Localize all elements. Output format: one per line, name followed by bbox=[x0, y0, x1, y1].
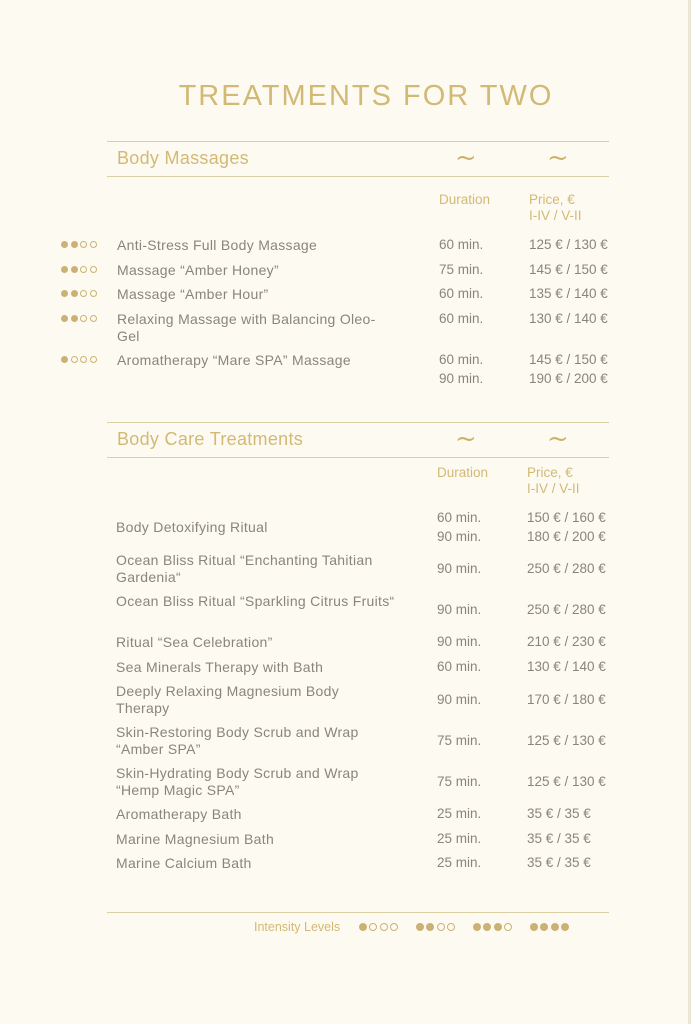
intensity-indicator bbox=[61, 238, 99, 252]
intensity-dot bbox=[71, 315, 78, 322]
price-cell bbox=[527, 830, 591, 849]
intensity-dot bbox=[80, 241, 87, 248]
price-header-label: Price, € bbox=[527, 465, 573, 480]
intensity-indicator bbox=[61, 312, 99, 326]
page-title: TREATMENTS FOR TWO bbox=[178, 80, 554, 112]
duration-cell bbox=[439, 310, 483, 329]
duration-cell bbox=[437, 691, 481, 710]
intensity-dot bbox=[390, 923, 398, 931]
duration-value: 25 min. bbox=[437, 855, 482, 870]
intensity-dot bbox=[504, 923, 512, 931]
duration-cell bbox=[437, 854, 481, 873]
intensity-legend bbox=[254, 920, 572, 934]
price-header bbox=[529, 192, 582, 224]
duration-value: 25 min. bbox=[437, 806, 482, 821]
price-header-season: I-IV / V-II bbox=[529, 208, 582, 223]
section-title: Body Massages bbox=[117, 148, 249, 168]
duration-value: 90 min. bbox=[439, 370, 484, 386]
price-value: 180 € / 200 € bbox=[527, 528, 606, 544]
intensity-dot bbox=[473, 923, 481, 931]
intensity-dot bbox=[80, 315, 87, 322]
price-cell bbox=[529, 261, 608, 280]
legend-levels bbox=[344, 920, 572, 934]
duration-value: 90 min. bbox=[437, 634, 482, 649]
duration-cell bbox=[439, 261, 483, 280]
treatment-name: Marine Magnesium Bath bbox=[116, 831, 275, 847]
price-value: 35 € / 35 € bbox=[527, 831, 591, 846]
legend-level-1 bbox=[359, 920, 401, 934]
price-value: 35 € / 35 € bbox=[527, 855, 591, 870]
price-value: 145 € / 150 € bbox=[529, 262, 608, 277]
price-value: 130 € / 140 € bbox=[527, 659, 606, 674]
duration-cell bbox=[437, 805, 481, 824]
price-cell bbox=[529, 351, 608, 388]
treatment-name: Aromatherapy “Mare SPA” Massage bbox=[117, 352, 351, 368]
price-header-season: I-IV / V-II bbox=[527, 481, 580, 496]
duration-value: 90 min. bbox=[437, 692, 482, 707]
price-cell bbox=[527, 732, 606, 751]
intensity-dot bbox=[61, 356, 68, 363]
intensity-dot bbox=[61, 290, 68, 297]
duration-cell bbox=[439, 236, 483, 255]
price-value: 130 € / 140 € bbox=[529, 311, 608, 326]
price-value: 125 € / 130 € bbox=[527, 774, 606, 789]
duration-value: 60 min. bbox=[439, 352, 484, 367]
duration-header: Duration bbox=[437, 465, 489, 480]
legend-level-4 bbox=[530, 920, 572, 934]
duration-value: 75 min. bbox=[439, 262, 484, 277]
price-cell bbox=[527, 854, 591, 873]
section-title: Body Care Treatments bbox=[117, 429, 304, 449]
price-cell bbox=[527, 509, 606, 546]
intensity-dot bbox=[90, 290, 97, 297]
price-value: 125 € / 130 € bbox=[527, 733, 606, 748]
intensity-dot bbox=[530, 923, 538, 931]
price-cell bbox=[529, 285, 608, 304]
price-value: 35 € / 35 € bbox=[527, 806, 591, 821]
price-value: 190 € / 200 € bbox=[529, 370, 608, 386]
intensity-dot bbox=[540, 923, 548, 931]
price-value: 250 € / 280 € bbox=[527, 561, 606, 576]
price-cell bbox=[527, 658, 606, 677]
price-cell bbox=[529, 236, 608, 255]
price-cell bbox=[527, 560, 606, 579]
intensity-dot bbox=[369, 923, 377, 931]
duration-cell bbox=[437, 773, 481, 792]
tilde-ornament: ~ bbox=[455, 424, 477, 454]
price-value: 145 € / 150 € bbox=[529, 352, 608, 367]
price-cell bbox=[527, 633, 606, 652]
footer-divider bbox=[107, 912, 609, 913]
price-value: 250 € / 280 € bbox=[527, 602, 606, 617]
intensity-indicator bbox=[61, 263, 99, 277]
duration-value: 60 min. bbox=[437, 510, 482, 525]
duration-value: 75 min. bbox=[437, 733, 482, 748]
duration-value: 25 min. bbox=[437, 831, 482, 846]
duration-value: 90 min. bbox=[437, 561, 482, 576]
price-header bbox=[527, 465, 580, 497]
intensity-dot bbox=[90, 356, 97, 363]
section-header bbox=[107, 141, 609, 177]
duration-value: 75 min. bbox=[437, 774, 482, 789]
tilde-ornament: ~ bbox=[547, 424, 569, 454]
treatment-name: Deeply Relaxing Magnesium Body Therapy bbox=[116, 683, 339, 716]
price-cell bbox=[527, 805, 591, 824]
treatment-name: Massage “Amber Hour” bbox=[117, 286, 269, 302]
intensity-dot bbox=[483, 923, 491, 931]
intensity-dot bbox=[359, 923, 367, 931]
legend-label: Intensity Levels bbox=[254, 920, 341, 934]
intensity-dot bbox=[71, 290, 78, 297]
intensity-dot bbox=[437, 923, 445, 931]
price-value: 135 € / 140 € bbox=[529, 286, 608, 301]
duration-value: 60 min. bbox=[439, 311, 484, 326]
intensity-dot bbox=[80, 290, 87, 297]
duration-cell bbox=[439, 285, 483, 304]
intensity-dot bbox=[80, 266, 87, 273]
duration-cell bbox=[437, 830, 481, 849]
intensity-dot bbox=[61, 315, 68, 322]
treatment-name: Aromatherapy Bath bbox=[116, 806, 242, 822]
price-value: 125 € / 130 € bbox=[529, 237, 608, 252]
intensity-dot bbox=[61, 266, 68, 273]
price-value: 210 € / 230 € bbox=[527, 634, 606, 649]
tilde-ornament: ~ bbox=[547, 143, 569, 173]
intensity-indicator bbox=[61, 287, 99, 301]
intensity-dot bbox=[380, 923, 388, 931]
duration-cell bbox=[437, 732, 481, 751]
treatment-name: Skin-Hydrating Body Scrub and Wrap “Hemp Magic SPA” bbox=[116, 765, 359, 798]
legend-level-2 bbox=[416, 920, 458, 934]
treatment-name: Skin-Restoring Body Scrub and Wrap “Amber SPA” bbox=[116, 724, 359, 757]
duration-value: 60 min. bbox=[437, 659, 482, 674]
treatment-name: Marine Calcium Bath bbox=[116, 855, 252, 871]
intensity-dot bbox=[80, 356, 87, 363]
intensity-dot bbox=[71, 241, 78, 248]
price-value: 170 € / 180 € bbox=[527, 692, 606, 707]
tilde-ornament: ~ bbox=[455, 143, 477, 173]
treatment-name: Massage “Amber Honey” bbox=[117, 262, 279, 278]
intensity-dot bbox=[71, 266, 78, 273]
treatment-name: Ocean Bliss Ritual “Sparkling Citrus Fruits“ bbox=[116, 593, 395, 609]
treatment-name: Body Detoxifying Ritual bbox=[116, 519, 268, 535]
duration-header: Duration bbox=[439, 192, 491, 207]
intensity-dot bbox=[90, 315, 97, 322]
section-header bbox=[107, 422, 609, 458]
price-cell bbox=[529, 310, 608, 329]
treatment-name: Sea Minerals Therapy with Bath bbox=[116, 659, 324, 675]
intensity-dot bbox=[71, 356, 78, 363]
intensity-dot bbox=[447, 923, 455, 931]
duration-value: 60 min. bbox=[439, 286, 484, 301]
price-cell bbox=[527, 601, 606, 620]
legend-level-3 bbox=[473, 920, 515, 934]
price-header-label: Price, € bbox=[529, 192, 575, 207]
treatment-name: Anti-Stress Full Body Massage bbox=[117, 237, 318, 253]
intensity-dot bbox=[90, 241, 97, 248]
duration-cell bbox=[437, 633, 481, 652]
duration-value: 90 min. bbox=[437, 602, 482, 617]
intensity-dot bbox=[416, 923, 424, 931]
intensity-dot bbox=[426, 923, 434, 931]
intensity-indicator bbox=[61, 353, 99, 367]
intensity-dot bbox=[61, 241, 68, 248]
duration-cell bbox=[439, 351, 483, 388]
duration-value: 90 min. bbox=[437, 528, 482, 544]
intensity-dot bbox=[551, 923, 559, 931]
treatment-name: Relaxing Massage with Balancing Oleo-Gel bbox=[117, 311, 376, 344]
duration-cell bbox=[437, 509, 481, 546]
duration-value: 60 min. bbox=[439, 237, 484, 252]
duration-cell bbox=[437, 658, 481, 677]
duration-cell bbox=[437, 601, 481, 620]
intensity-dot bbox=[90, 266, 97, 273]
price-cell bbox=[527, 773, 606, 792]
price-cell bbox=[527, 691, 606, 710]
price-value: 150 € / 160 € bbox=[527, 510, 606, 525]
intensity-dot bbox=[561, 923, 569, 931]
treatment-name: Ritual “Sea Celebration” bbox=[116, 634, 273, 650]
treatment-name: Ocean Bliss Ritual “Enchanting Tahitian Gardenia“ bbox=[116, 552, 373, 585]
duration-cell bbox=[437, 560, 481, 579]
intensity-dot bbox=[494, 923, 502, 931]
